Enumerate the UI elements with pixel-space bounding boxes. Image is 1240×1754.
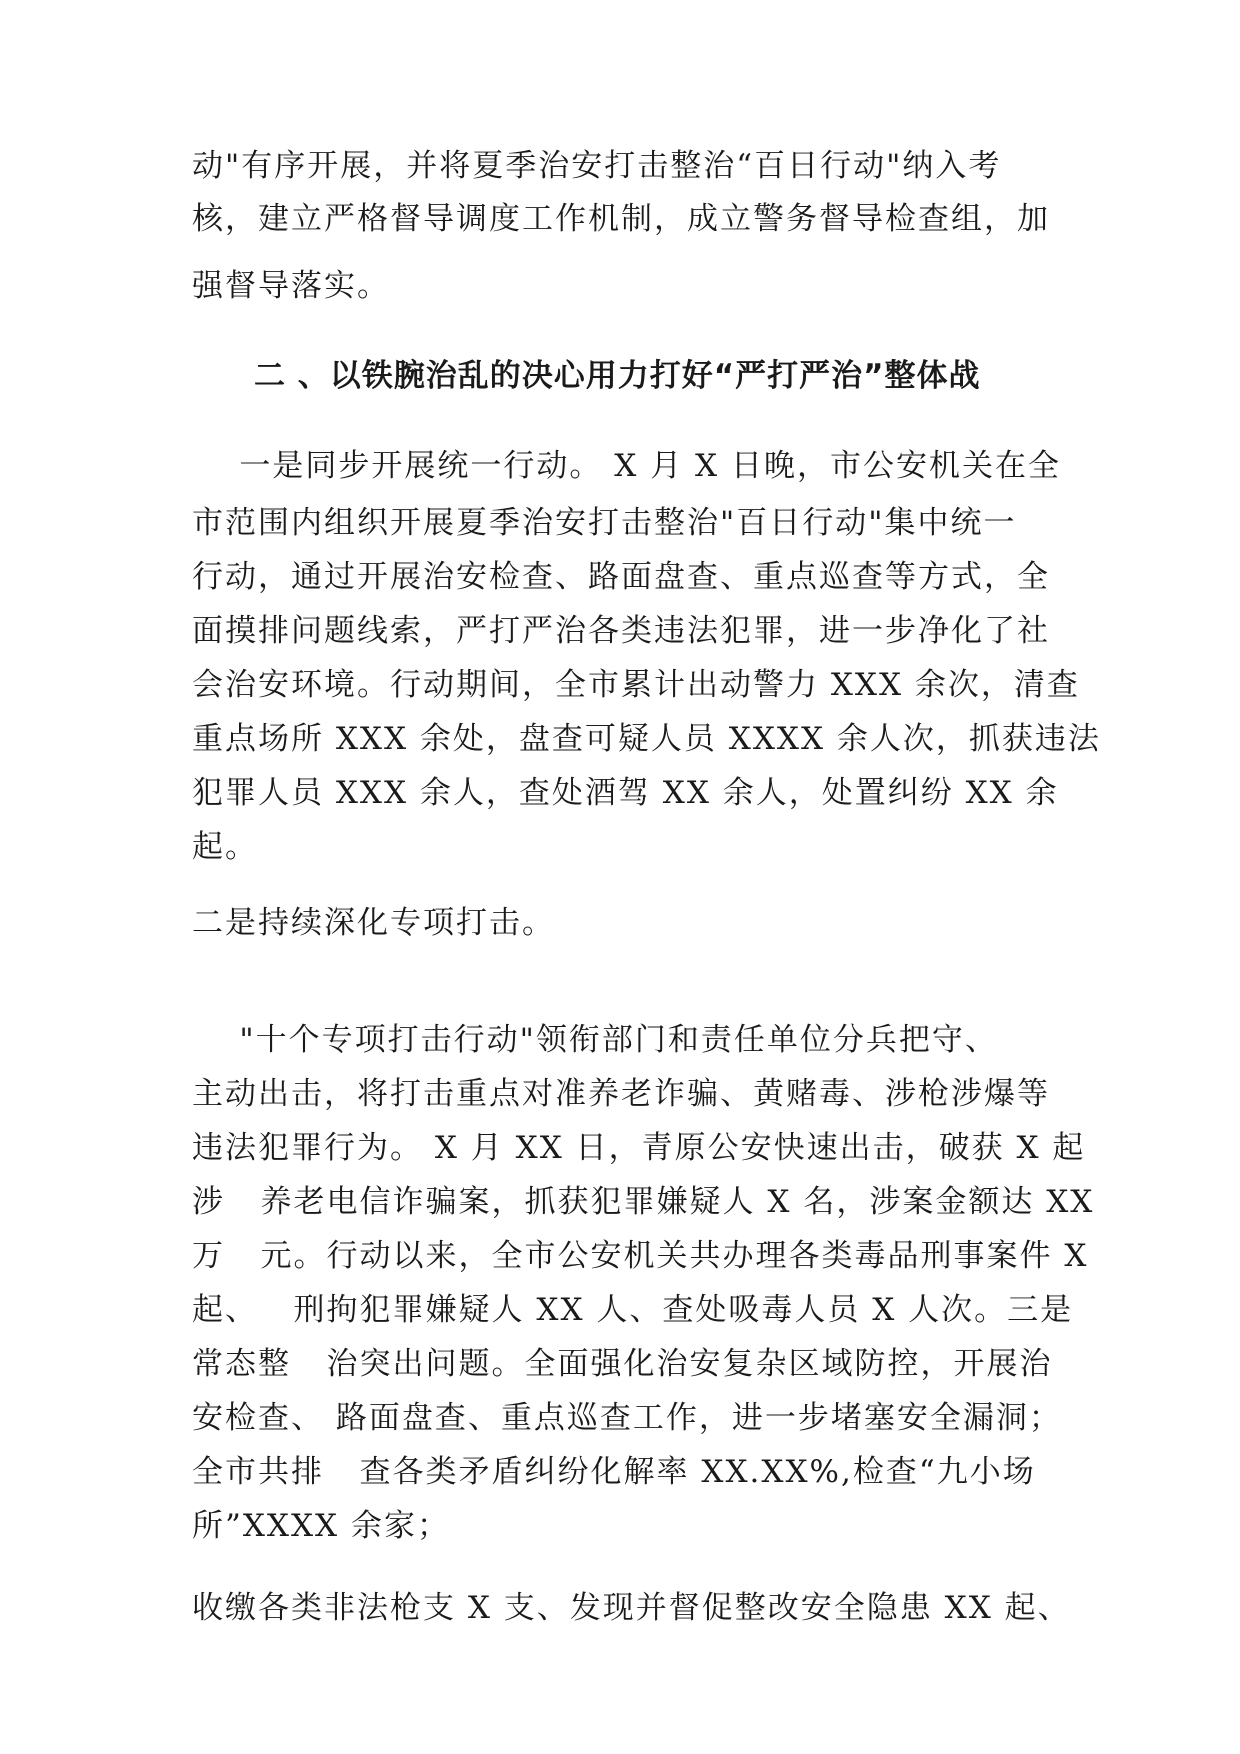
body-text-line: 动"有序开展，并将夏季治安打击整治“百日行动"纳入考 <box>192 148 1002 184</box>
body-text-line: 会治安环境。行动期间，全市累计出动警力 XXX 余次，清查 <box>192 667 1080 703</box>
body-text-line: 违法犯罪行为。 X 月 XX 日，青原公安快速出击，破获 X 起 <box>192 1130 1086 1166</box>
body-text-line: 一是同步开展统一行动。 X 月 X 日晚，市公安机关在全 <box>192 448 1061 484</box>
body-text-line: 主动出击，将打击重点对准养老诈骗、黄赌毒、涉枪涉爆等 <box>192 1076 1050 1112</box>
body-text-line: 犯罪人员 XXX 余人，查处酒驾 XX 余人，处置纠纷 XX 余 <box>192 775 1059 811</box>
body-text-line: 重点场所 XXX 余处，盘查可疑人员 XXXX 余人次，抓获违法 <box>192 721 1101 757</box>
body-text-line: 核，建立严格督导调度工作机制，成立警务督导检查组，加 <box>192 201 1050 237</box>
body-text-line: 常态整 治突出问题。全面强化治安复杂区域防控，开展治 <box>192 1346 1053 1382</box>
body-text-line: 起。 <box>192 829 258 865</box>
section-heading: 二 、以铁腕治乱的决心用力打好“严打严治”整体战 <box>254 358 981 394</box>
body-text-line: 安检查、 路面盘查、重点巡查工作，进一步堵塞安全漏洞； <box>192 1400 1062 1436</box>
body-text-line: 涉 养老电信诈骗案，抓获犯罪嫌疑人 X 名，涉案金额达 XX <box>192 1184 1095 1220</box>
body-text-line: 行动，通过开展治安检查、路面盘查、重点巡查等方式，全 <box>192 559 1050 595</box>
body-text-line: 面摸排问题线索，严打严治各类违法犯罪，进一步净化了社 <box>192 613 1050 649</box>
body-text-line: 二是持续深化专项打击。 <box>192 905 555 941</box>
body-text-line: "十个专项打击行动"领衔部门和责任单位分兵把守、 <box>192 1022 998 1058</box>
body-text-line: 市范围内组织开展夏季治安打击整治"百日行动"集中统一 <box>192 505 1017 541</box>
body-text-line: 收缴各类非法枪支 X 支、发现并督促整改安全隐患 XX 起、 <box>192 1590 1071 1626</box>
body-text-line: 强督导落实。 <box>192 268 390 304</box>
body-text-line: 起、 刑拘犯罪嫌疑人 XX 人、查处吸毒人员 X 人次。三是 <box>192 1292 1074 1328</box>
body-text-line: 全市共排 查各类矛盾纠纷化解率 XX.XX%,检查“九小场 <box>192 1454 1036 1490</box>
body-text-line: 万 元。行动以来，全市公安机关共办理各类毒品刑事案件 X <box>192 1238 1089 1274</box>
body-text-line: 所”XXXX 余家； <box>192 1508 450 1544</box>
